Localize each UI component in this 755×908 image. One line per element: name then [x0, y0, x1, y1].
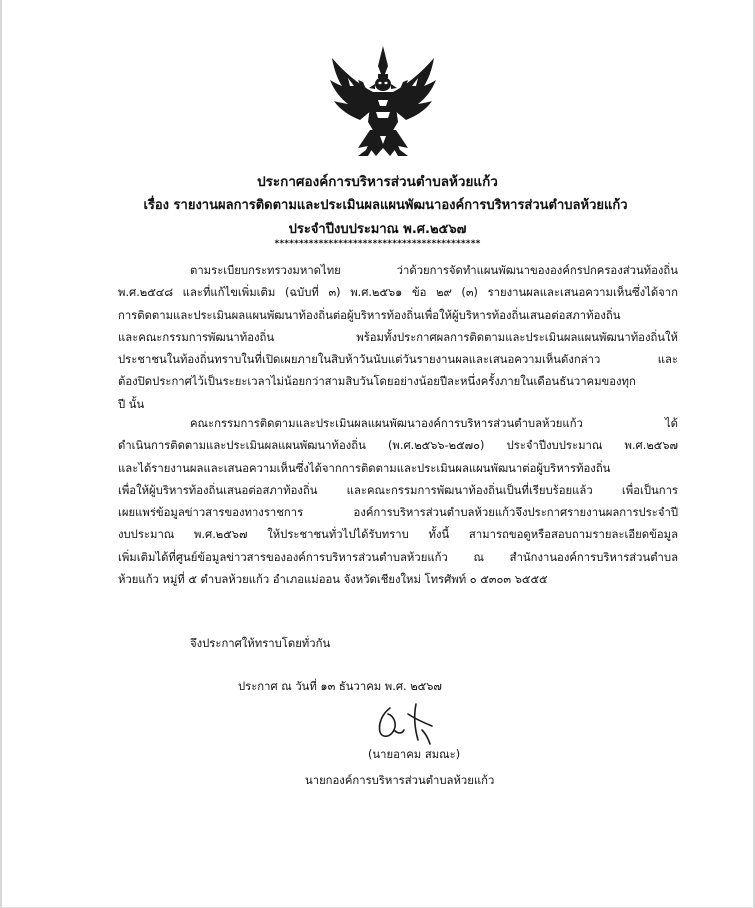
paragraph-line: การติดตามและประเมินผลแผนพัฒนาท้องถิ่นต่อผู้บริหารท้องถิ่นเพื่อให้ผู้บริหารท้องถิ่นเสนอต่อสภาท้องถิ่น	[118, 308, 621, 322]
paragraph-line: ตามระเบียบกระทรวงมหาดไทย ว่าด้วยการจัดทำแผนพัฒนาขององค์กรปกครองส่วนท้องถิ่น	[190, 264, 678, 277]
paragraph-line: เพิ่มเติมได้ที่ศูนย์ข้อมูลข่าวสารขององค์การบริหารส่วนตำบลห้วยแก้ว ณ สำนักงานองค์การบริหารส่วนตำบล	[118, 550, 678, 564]
paragraph-line: เผยแพร่ข้อมูลข่าวสารของทางราชการ องค์การบริหารส่วนตำบลห้วยแก้วจึงประกาศรายงานผลการประจำปี	[118, 506, 678, 520]
announcement-date: ประกาศ ณ วันที่ ๑๓ ธันวาคม พ.ศ. ๒๕๖๗	[238, 680, 442, 693]
paragraph-line: ปี นั้น	[118, 397, 145, 411]
paragraph-line: งบประมาณ พ.ศ.๒๕๖๗ ให้ประชาชนทั่วไปได้รับทราบ ทั้งนี้ สามารถขอดูหรือสอบถามรายละเอียดข้อมูล	[118, 528, 678, 542]
paragraph-1	[118, 260, 678, 416]
paragraph-line: พ.ศ.๒๕๔๘ และที่แก้ไขเพิ่มเติม (ฉบับที่ ๓) พ.ศ.๒๕๖๑ ข้อ ๒๙ (๓) รายงานผลและเสนอความเห็นซึ่งได้จาก	[118, 286, 678, 300]
paragraph-line: และได้รายงานผลและเสนอความเห็นซึ่งได้จากการติดตามและประเมินผลแผนพัฒนาต่อผู้บริหารท้องถิ่น	[118, 461, 611, 475]
paragraph-line: คณะกรรมการติดตามและประเมินผลแผนพัฒนาองค์การบริหารส่วนตำบลห้วยแก้ว ได้	[190, 417, 678, 430]
signer-name: (นายอาคม สมณะ)	[368, 748, 461, 761]
fiscal-year-line: ประจำปีงบประมาณ พ.ศ.๒๕๖๗	[288, 222, 467, 237]
title-separator: ******************************************	[274, 239, 481, 249]
paragraph-line: และคณะกรรมการพัฒนาท้องถิ่น พร้อมทั้งประกาศผลการติดตามและประเมินผลแผนพัฒนาท้องถิ่นให้	[118, 330, 678, 344]
paragraph-2	[118, 413, 678, 591]
paragraph-line: ต้องปิดประกาศไว้เป็นระยะเวลาไม่น้อยกว่าสามสิบวันโดยอย่างน้อยปีละหนึ่งครั้งภายในเดือนธันวาคมของทุก	[118, 375, 636, 389]
paragraph-line: ห้วยแก้ว หมู่ที่ ๕ ตำบลห้วยแก้ว อำเภอแม่ออน จังหวัดเชียงใหม่ โทรศัพท์ ๐ ๕๓๐๓ ๖๕๕๕	[118, 573, 548, 587]
announcement-title: ประกาศองค์การบริหารส่วนตำบลห้วยแก้ว	[257, 174, 498, 190]
announcement-subject: เรื่อง รายงานผลการติดตามและประเมินผลแผนพัฒนาองค์การบริหารส่วนตำบลห้วยแก้ว	[143, 198, 628, 213]
paragraph-line: เพื่อให้ผู้บริหารท้องถิ่นเสนอต่อสภาท้องถิ่น และคณะกรรมการพัฒนาท้องถิ่นเป็นที่เรียบร้อยแล้ว เพื่อเป็นการ	[118, 483, 678, 497]
closing-statement: จึงประกาศให้ทราบโดยทั่วกัน	[190, 637, 331, 650]
paragraph-line: ดำเนินการติดตามและประเมินผลแผนพัฒนาท้องถิ่น (พ.ศ.๒๕๖๖-๒๕๗๐) ประจำปีงบประมาณ พ.ศ.๒๕๖๗	[118, 439, 678, 453]
signer-title: นายกองค์การบริหารส่วนตำบลห้วยแก้ว	[305, 774, 495, 787]
paragraph-line: ประชาชนในท้องถิ่นทราบในที่เปิดเผยภายในสิบห้าวันนับแต่วันรายงานผลและเสนอความเห็นดังกล่าว และ	[118, 353, 678, 367]
garuda-emblem-icon	[328, 44, 438, 166]
signature-mark	[372, 700, 442, 748]
page-border-left	[0, 0, 2, 908]
